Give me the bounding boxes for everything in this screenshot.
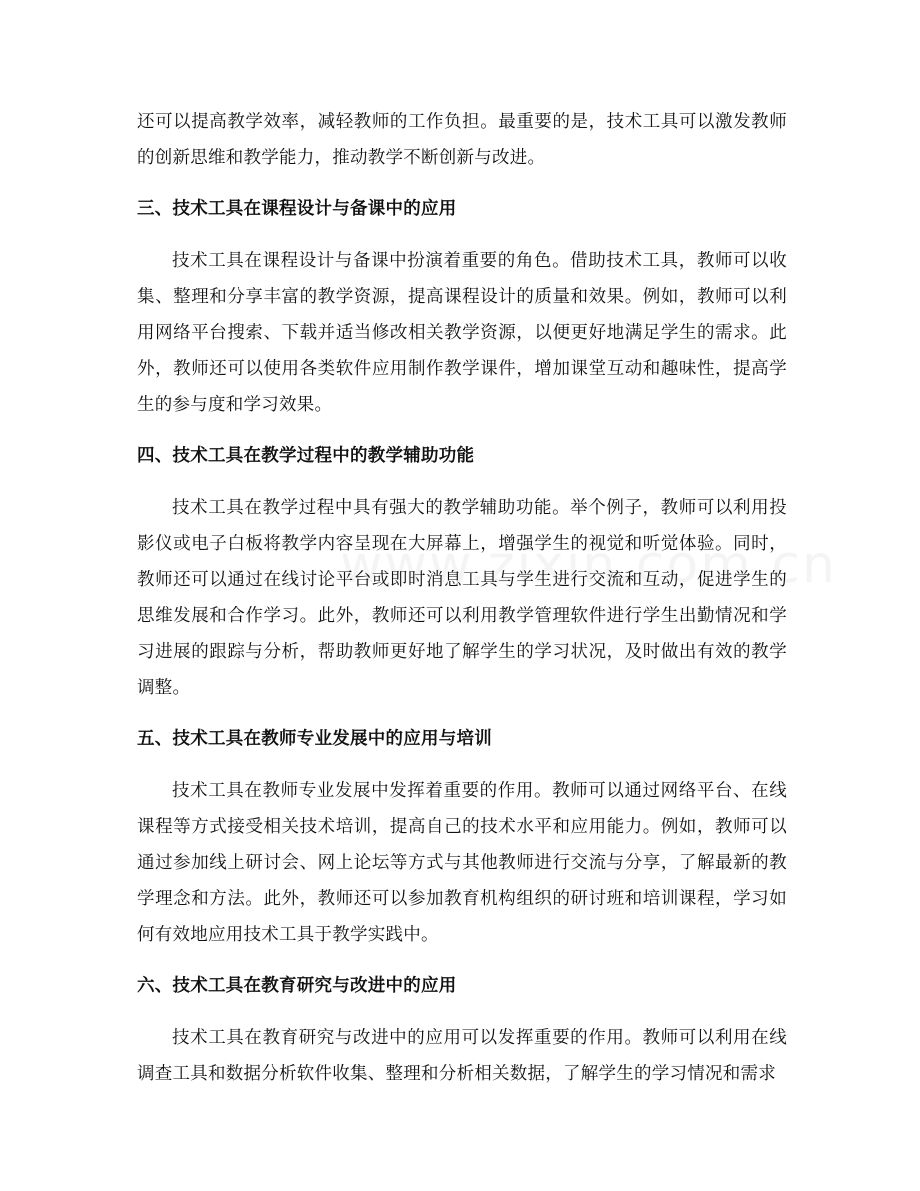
section-6-paragraph: 技术工具在教育研究与改进中的应用可以发挥重要的作用。教师可以利用在线调查工具和数据分析软件收集、整理和分析相关数据，了解学生的学习情况和需求 xyxy=(137,1028,787,1084)
document-body xyxy=(137,104,787,1092)
section-3-heading: 三、技术工具在课程设计与备课中的应用 xyxy=(137,199,457,219)
section-3-paragraph: 技术工具在课程设计与备课中扮演着重要的角色。借助技术工具，教师可以收集、整理和分享丰富的教学资源，提高课程设计的质量和效果。例如，教师可以利用网络平台搜索、下载并适当修改相关教学资源，以便更好地满足学生的需求。此外，教师还可以使用各类软件应用制作教学课件，增加课堂互动和趣味性，提高学生的参与度和学习效果。 xyxy=(137,251,787,415)
section-4-paragraph: 技术工具在教学过程中具有强大的教学辅助功能。举个例子，教师可以利用投影仪或电子白板将教学内容呈现在大屏幕上，增强学生的视觉和听觉体验。同时，教师还可以通过在线讨论平台或即时消息工具与学生进行交流和互动，促进学生的思维发展和合作学习。此外，教师还可以利用教学管理软件进行学生出勤情况和学习进展的跟踪与分析，帮助教师更好地了解学生的学习状况，及时做出有效的教学调整。 xyxy=(137,498,787,698)
section-5-paragraph: 技术工具在教师专业发展中发挥着重要的作用。教师可以通过网络平台、在线课程等方式接受相关技术培训，提高自己的技术水平和应用能力。例如，教师可以通过参加线上研讨会、网上论坛等方式与其他教师进行交流与分享，了解最新的教学理念和方法。此外，教师还可以参加教育机构组织的研讨班和培训课程，学习如何有效地应用技术工具于教学实践中。 xyxy=(137,781,787,945)
section-6-heading: 六、技术工具在教育研究与改进中的应用 xyxy=(137,976,457,996)
intro-paragraph: 还可以提高教学效率，减轻教师的工作负担。最重要的是，技术工具可以激发教师的创新思维和教学能力，推动教学不断创新与改进。 xyxy=(137,112,787,168)
section-5-heading: 五、技术工具在教师专业发展中的应用与培训 xyxy=(137,729,492,749)
section-4-heading: 四、技术工具在教学过程中的教学辅助功能 xyxy=(137,446,475,466)
